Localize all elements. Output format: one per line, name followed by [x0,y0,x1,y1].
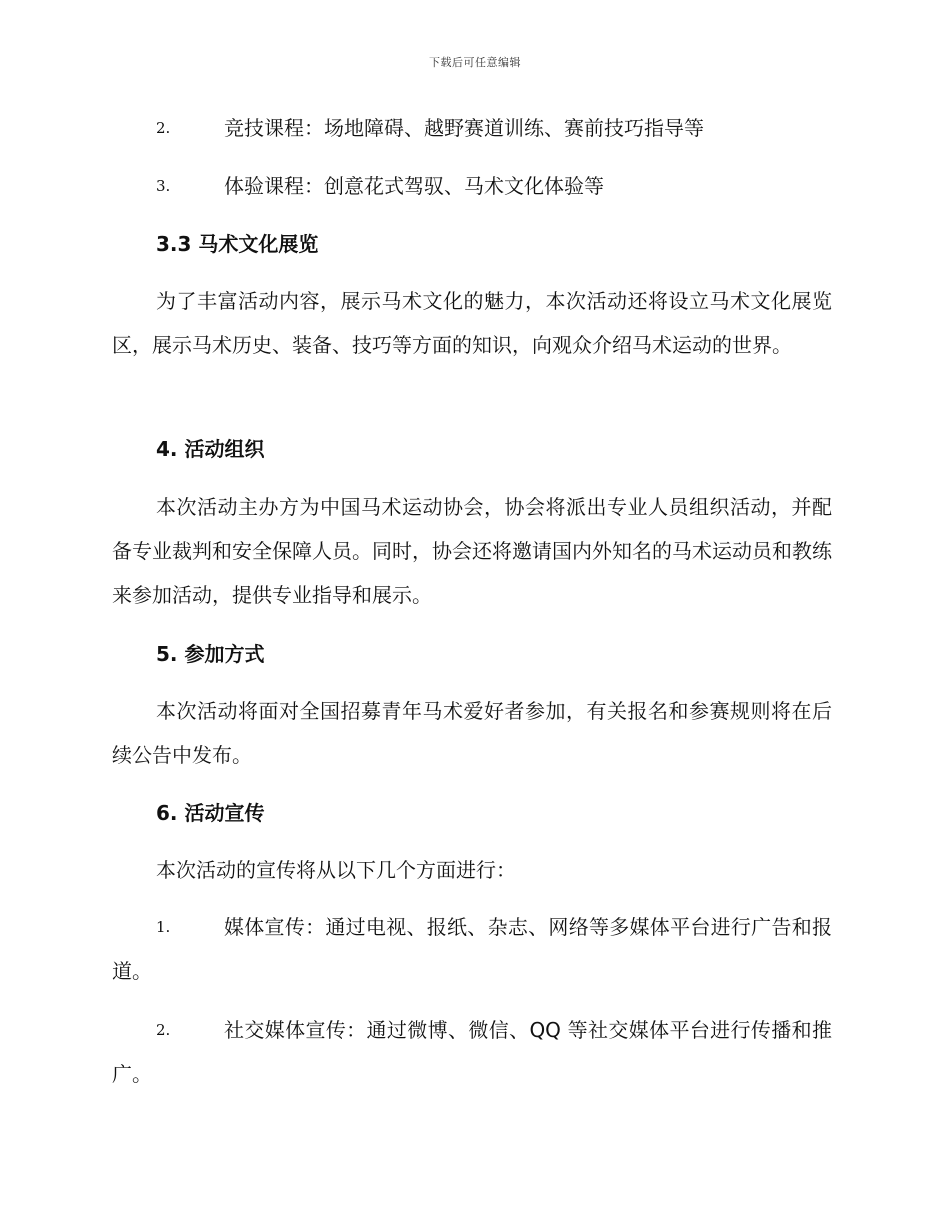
list-item-social-media-promotion [112,1008,832,1096]
list-number: 2. [156,1021,171,1039]
list-text: 社交媒体宣传：通过微博、微信、QQ 等社交媒体平台进行传播和推广。 [112,1018,832,1086]
list-number: 3. [156,177,171,195]
section-heading-4: 4. 活动组织 [156,437,265,461]
list-text: 竞技课程：场地障碍、越野赛道训练、赛前技巧指导等 [224,116,704,140]
list-text: 媒体宣传：通过电视、报纸、杂志、网络等多媒体平台进行广告和报道。 [112,915,832,983]
paragraph-exhibition: 为了丰富活动内容，展示马术文化的魅力，本次活动还将设立马术文化展览区，展示马术历史、装备、技巧等方面的知识，向观众介绍马术运动的世界。 [112,289,832,357]
section-heading-3-3: 3.3 马术文化展览 [156,232,319,256]
paragraph-participation: 本次活动将面对全国招募青年马术爱好者参加，有关报名和参赛规则将在后续公告中发布。 [112,699,832,767]
list-number: 1. [156,918,171,936]
section-heading-6: 6. 活动宣传 [156,801,265,825]
list-text: 体验课程：创意花式驾驭、马术文化体验等 [224,174,604,198]
page-header-note: 下载后可任意编辑 [429,56,521,69]
paragraph-organization: 本次活动主办方为中国马术运动协会，协会将派出专业人员组织活动，并配备专业裁判和安全保障人员。同时，协会还将邀请国内外知名的马术运动员和教练来参加活动，提供专业指导和展示。 [112,495,832,607]
section-heading-5: 5. 参加方式 [156,642,265,666]
paragraph-promotion-intro: 本次活动的宣传将从以下几个方面进行： [156,858,516,882]
list-item-media-promotion [112,905,832,993]
list-item-experience-course [112,164,832,208]
list-item-competitive-course [112,106,832,150]
list-number: 2. [156,119,171,137]
